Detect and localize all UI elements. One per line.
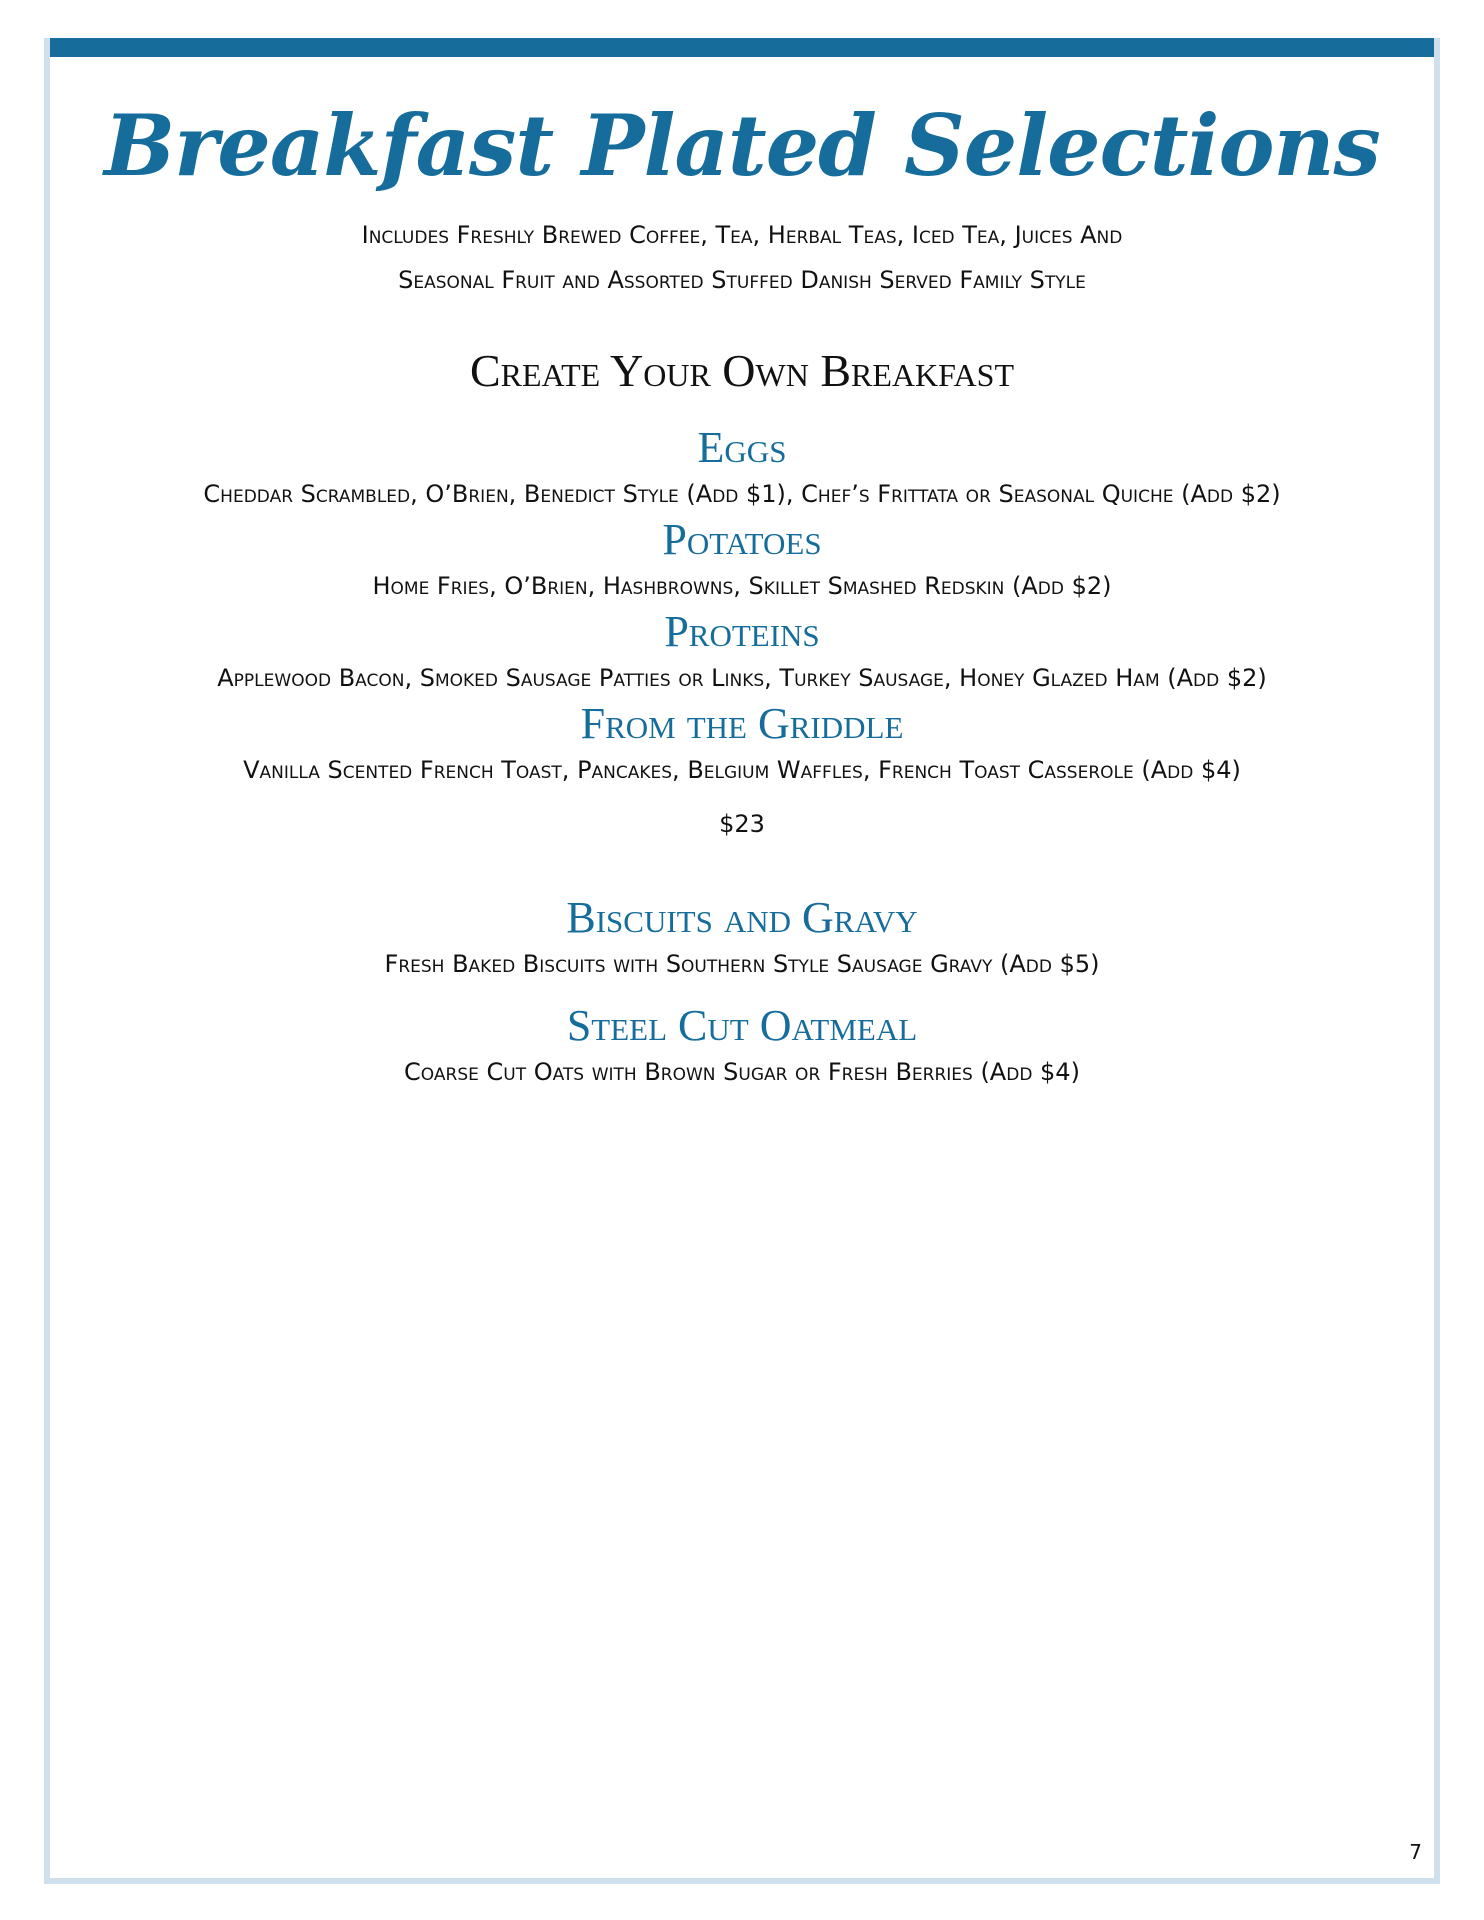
category-title: Proteins xyxy=(664,607,820,656)
category-from-the-griddle xyxy=(56,697,1428,789)
page-title: Breakfast Plated Selections xyxy=(104,96,1380,195)
addition-items: Coarse Cut Oats with Brown Sugar or Fresh Berries (Add $4) xyxy=(404,1058,1080,1086)
price: $23 xyxy=(719,810,765,838)
intro-text xyxy=(56,213,1428,303)
category-potatoes xyxy=(56,513,1428,605)
category-items: Home Fries, O’Brien, Hashbrowns, Skillet Smashed Redskin (Add $2) xyxy=(372,572,1112,600)
category-items: Vanilla Scented French Toast, Pancakes, Belgium Waffles, French Toast Casserole (Add $4) xyxy=(243,756,1241,784)
category-items: Cheddar Scrambled, O’Brien, Benedict Style (Add $1), Chef’s Frittata or Seasonal Quiche (Add $2) xyxy=(203,480,1281,508)
addition-items: Fresh Baked Biscuits with Southern Style Sausage Gravy (Add $5) xyxy=(384,950,1100,978)
category-items: Applewood Bacon, Smoked Sausage Patties or Links, Turkey Sausage, Honey Glazed Ham (Add $2) xyxy=(217,664,1267,692)
category-title: From the Griddle xyxy=(580,699,904,748)
addition-steel-cut-oatmeal xyxy=(56,999,1428,1091)
intro-line-1: Includes Freshly Brewed Coffee, Tea, Herbal Teas, Iced Tea, Juices And xyxy=(361,221,1123,249)
category-title: Potatoes xyxy=(662,515,822,564)
addition-biscuits-and-gravy xyxy=(56,891,1428,983)
category-eggs xyxy=(56,421,1428,513)
addition-title: Biscuits and Gravy xyxy=(566,893,918,942)
menu-page xyxy=(56,57,1428,1091)
category-proteins xyxy=(56,605,1428,697)
section-title-create-your-own: Create Your Own Breakfast xyxy=(469,345,1014,396)
category-title: Eggs xyxy=(697,423,787,472)
page-number: 7 xyxy=(1409,1840,1422,1864)
addition-title: Steel Cut Oatmeal xyxy=(566,1001,918,1050)
intro-line-2: Seasonal Fruit and Assorted Stuffed Danish Served Family Style xyxy=(398,266,1086,294)
